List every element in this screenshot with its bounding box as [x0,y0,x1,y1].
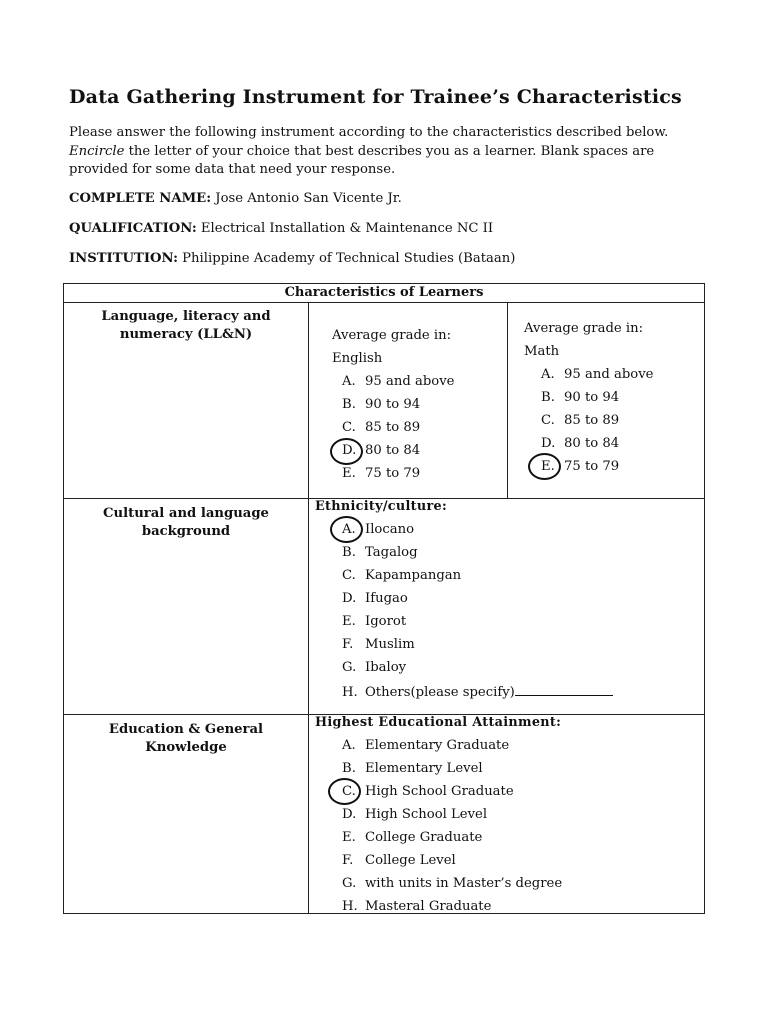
option-letter: B. [342,397,356,412]
education-option-a[interactable] [342,738,509,753]
option-text: High School Level [365,807,488,822]
option-letter: C. [342,568,356,583]
option-letter: C. [541,413,555,428]
option-text: 80 to 84 [564,436,620,451]
option-text: with units in Master’s degree [365,876,563,891]
option-text: Kapampangan [365,568,462,583]
option-letter: A. [541,367,555,382]
option-text: 90 to 94 [564,390,620,405]
option-letter: F. [342,637,354,652]
document-title: Data Gathering Instrument for Trainee’s Characteristics [69,86,682,108]
option-letter: A. [342,522,356,537]
math-option-b[interactable] [541,390,619,405]
english-subject: English [332,351,383,366]
option-letter: B. [342,545,356,560]
qualification-field [69,221,493,236]
math-prompt: Average grade in: [524,321,644,336]
option-letter: D. [541,436,556,451]
qualification-label: QUALIFICATION: [69,221,197,236]
option-text: 95 and above [365,374,455,389]
ethnicity-option-c[interactable] [342,568,461,583]
option-letter: G. [342,876,357,891]
option-letter: E. [342,614,356,629]
selection-circle-english [330,438,363,465]
institution-field [69,251,515,266]
ethnicity-option-f[interactable] [342,637,415,652]
others-blank-line[interactable] [515,683,613,696]
option-letter: B. [541,390,555,405]
option-letter: B. [342,761,356,776]
institution-label: INSTITUTION: [69,251,178,266]
math-option-d[interactable] [541,436,619,451]
option-text: 95 and above [564,367,654,382]
option-text: High School Graduate [365,784,514,799]
instructions-line-3: provided for some data that need your response. [69,162,396,177]
option-text: 80 to 84 [365,443,421,458]
option-text: College Level [365,853,456,868]
complete-name-label: COMPLETE NAME: [69,191,212,206]
characteristics-table [63,283,705,914]
option-text: Elementary Graduate [365,738,510,753]
english-option-e[interactable] [342,466,420,481]
option-letter: C. [342,420,356,435]
education-heading: Highest Educational Attainment: [315,715,562,730]
row-label-line: Knowledge [145,740,227,755]
education-option-d[interactable] [342,807,487,822]
option-letter: D. [342,443,357,458]
row-label-education [64,721,308,757]
option-letter: E. [342,466,356,481]
option-text: Tagalog [365,545,418,560]
selection-circle-education [328,778,361,805]
option-letter: G. [342,660,357,675]
option-letter: F. [342,853,354,868]
math-option-c[interactable] [541,413,619,428]
selection-circle-ethnicity [330,516,363,543]
option-text: Ifugao [365,591,408,606]
option-letter: E. [541,459,555,474]
option-text: 75 to 79 [365,466,421,481]
qualification-value: Electrical Installation & Maintenance NC II [200,221,494,236]
education-option-g[interactable] [342,876,562,891]
education-option-h[interactable] [342,899,491,914]
row-label-line: Language, literacy and [101,309,271,324]
ethnicity-option-h[interactable] [342,683,613,700]
row-label-line: background [141,524,231,539]
option-text: Others(please specify) [365,685,515,700]
instructions [69,124,709,180]
complete-name-field [69,191,402,206]
education-option-b[interactable] [342,761,483,776]
english-option-c[interactable] [342,420,420,435]
instructions-line-2 [69,143,709,162]
institution-value: Philippine Academy of Technical Studies (Bataan) [182,251,516,266]
education-option-e[interactable] [342,830,482,845]
option-text: Igorot [365,614,407,629]
english-option-a[interactable] [342,374,454,389]
table-divider [507,302,508,498]
english-prompt: Average grade in: [332,328,452,343]
option-text: Ibaloy [365,660,407,675]
english-option-b[interactable] [342,397,420,412]
row-label-line: Cultural and language [103,506,269,521]
row-label-llnn [64,308,308,344]
ethnicity-option-e[interactable] [342,614,406,629]
option-letter: H. [342,899,358,914]
selection-circle-math [528,453,561,480]
row-label-cultural [64,505,308,541]
option-text: 85 to 89 [564,413,620,428]
option-text: College Graduate [365,830,483,845]
option-letter: E. [342,830,356,845]
table-divider [64,302,704,303]
row-label-line: Education & General [108,722,264,737]
table-heading: Characteristics of Learners [284,285,484,300]
math-option-a[interactable] [541,367,653,382]
option-text: Muslim [365,637,415,652]
instructions-line-2-rest: the letter of your choice that best describes you as a learner. Blank spaces are [124,143,655,159]
option-text: Masteral Graduate [365,899,492,914]
instructions-line-1: Please answer the following instrument according to the characteristics described below. [69,125,669,140]
education-option-c[interactable] [342,784,514,799]
option-letter: A. [342,738,356,753]
math-subject: Math [524,344,560,359]
option-letter: A. [342,374,356,389]
option-text: 85 to 89 [365,420,421,435]
ethnicity-option-g[interactable] [342,660,406,675]
education-option-f[interactable] [342,853,456,868]
row-label-line: numeracy (LL&N) [119,327,253,342]
option-text: Elementary Level [365,761,483,776]
encircle-emphasis: Encircle [69,143,125,159]
ethnicity-option-b[interactable] [342,545,418,560]
ethnicity-heading: Ethnicity/culture: [315,499,447,514]
table-divider [308,302,309,913]
option-letter: H. [342,685,358,700]
option-text: 90 to 94 [365,397,421,412]
option-letter: C. [342,784,356,799]
complete-name-value: Jose Antonio San Vicente Jr. [215,191,402,206]
ethnicity-option-d[interactable] [342,591,408,606]
option-text: 75 to 79 [564,459,620,474]
option-letter: D. [342,807,357,822]
option-letter: D. [342,591,357,606]
option-text: Ilocano [365,522,415,537]
